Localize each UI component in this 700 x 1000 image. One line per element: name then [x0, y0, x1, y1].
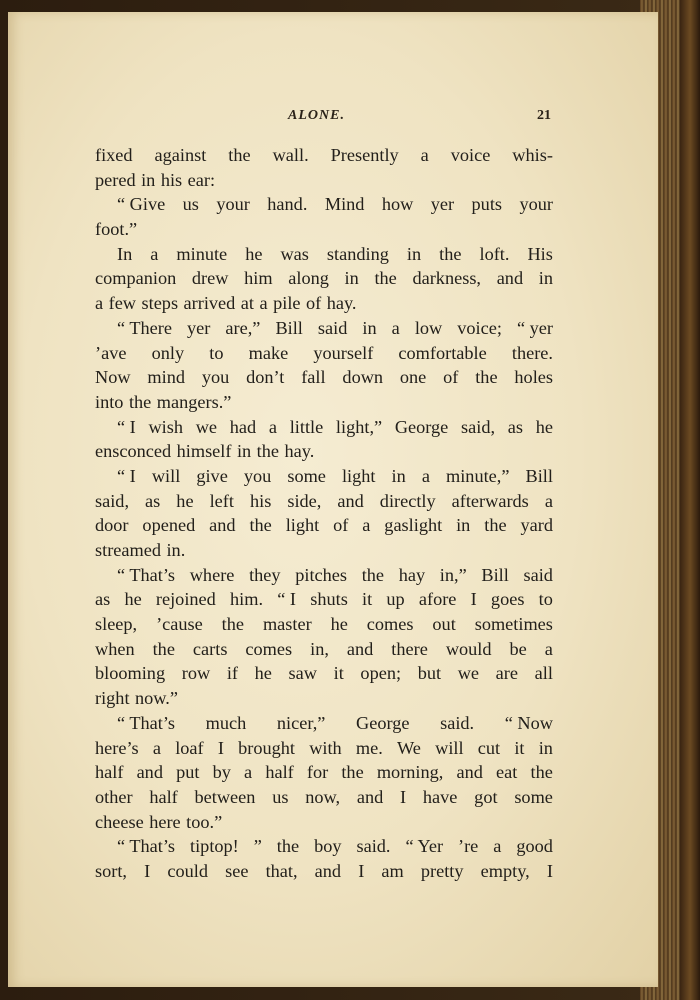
word: pitches [295, 564, 348, 585]
word: him. [230, 589, 264, 610]
word: ’cause [156, 614, 203, 635]
word: could [167, 860, 208, 881]
word: the [249, 515, 272, 536]
word: in [236, 441, 252, 462]
word: in,” [439, 564, 467, 585]
word: all [534, 663, 553, 684]
word: he [124, 589, 142, 610]
word: into [95, 391, 124, 412]
word: darkness, [412, 268, 482, 289]
text-line [95, 587, 553, 612]
word: light [285, 515, 320, 536]
word: to [209, 342, 224, 363]
word: comes [366, 614, 414, 635]
text-line [95, 365, 553, 390]
word: he [245, 243, 263, 264]
word: by [212, 762, 231, 783]
page-number: 21 [537, 108, 551, 123]
word: wall. [272, 145, 309, 165]
word: a [544, 638, 553, 659]
word: and [337, 490, 364, 511]
word: in. [166, 540, 186, 560]
word: puts [471, 194, 503, 215]
word: Bill [275, 317, 303, 338]
text-line [95, 439, 553, 464]
word: was [280, 243, 309, 264]
text-line [95, 834, 553, 859]
word: whis- [512, 145, 553, 165]
word: empty, [480, 860, 530, 881]
text-line [95, 661, 553, 686]
word: morning, [376, 762, 444, 783]
word: in [406, 243, 422, 264]
word: up [386, 589, 405, 610]
word: us [272, 786, 289, 807]
word: cut [477, 737, 501, 758]
word: where [189, 564, 235, 585]
word: a [259, 293, 268, 314]
word: some [514, 786, 553, 807]
word: light,” [335, 416, 383, 437]
word: they [249, 564, 281, 585]
word: a [362, 515, 371, 536]
word: yard [520, 515, 553, 536]
word: some [287, 465, 326, 486]
word: put [176, 762, 200, 783]
word: have [422, 786, 458, 807]
word: holes [514, 367, 553, 388]
word: in [362, 317, 377, 338]
text-line [95, 291, 553, 316]
word: in [538, 268, 553, 289]
word: little [289, 416, 324, 437]
text-line [95, 785, 553, 810]
word: there. [511, 342, 553, 363]
word: ” [253, 836, 262, 857]
word: his [160, 169, 183, 190]
body-text [95, 143, 553, 884]
word: voice; [457, 317, 502, 338]
word: he [535, 416, 553, 437]
word: his [249, 490, 272, 511]
word: door [95, 515, 129, 536]
word: companion [95, 268, 177, 289]
text-line [95, 192, 553, 217]
word: too.” [186, 811, 223, 832]
word: arrived [183, 293, 236, 314]
word: hay [398, 564, 426, 585]
word: “ Now [504, 712, 553, 733]
word: a [95, 293, 104, 314]
word: fixed [95, 145, 133, 165]
word: are [495, 663, 518, 684]
word: side, [287, 490, 322, 511]
word: yer [430, 194, 455, 215]
word: the [361, 564, 385, 585]
word: hand. [267, 194, 308, 215]
word: there [391, 638, 428, 659]
word: half [149, 786, 178, 807]
word: but [417, 663, 442, 684]
word: saw [288, 663, 317, 684]
word: tiptop! [190, 836, 239, 857]
word: George [394, 416, 449, 437]
word: pile [273, 293, 301, 314]
word: a [421, 465, 430, 486]
text-line [95, 168, 553, 193]
word: in [391, 465, 406, 486]
word: voice [450, 145, 491, 165]
word: said. [356, 836, 391, 857]
text-line [95, 217, 553, 242]
word: a [420, 145, 429, 165]
text-line [95, 489, 553, 514]
word: goes [490, 589, 525, 610]
word: it [333, 663, 344, 684]
word: I [217, 737, 224, 758]
word: here [149, 811, 181, 832]
text-line [95, 612, 553, 637]
word: ’re [458, 836, 479, 857]
word: and [314, 860, 342, 881]
text-line [95, 464, 553, 489]
word: gaslight [384, 515, 443, 536]
word: shuts [310, 589, 348, 610]
word: brought [238, 737, 295, 758]
text-line [95, 390, 553, 415]
word: foot.” [95, 219, 138, 240]
text-line [95, 316, 553, 341]
word: the [341, 762, 364, 783]
word: me. [355, 737, 383, 758]
word: left [209, 490, 234, 511]
word: now, [305, 786, 341, 807]
word: got [474, 786, 498, 807]
word: Mind [324, 194, 365, 215]
word: loft. [479, 243, 510, 264]
text-line [95, 711, 553, 736]
word: I [144, 860, 151, 881]
word: one [399, 367, 427, 388]
word: George [356, 712, 410, 733]
word: directly [379, 490, 436, 511]
word: blooming [95, 663, 166, 684]
word: in [456, 515, 471, 536]
word: to [538, 589, 553, 610]
word: nicer,” [276, 712, 326, 733]
word: along [288, 268, 329, 289]
word: am [381, 860, 404, 881]
word: said. [440, 712, 475, 733]
word: few [108, 293, 137, 314]
word: yer [187, 317, 211, 338]
word: master [262, 614, 312, 635]
word: your [519, 194, 553, 215]
word: the [484, 515, 507, 536]
word: In [117, 243, 133, 264]
word: Bill [525, 465, 553, 486]
word: afterwards [451, 490, 529, 511]
word: himself [176, 441, 232, 462]
word: as [95, 589, 111, 610]
word: only [151, 342, 185, 363]
word: as [145, 490, 161, 511]
word: I [470, 589, 477, 610]
text-line [95, 736, 553, 761]
running-title: ALONE. [288, 108, 345, 123]
word: give [196, 465, 228, 486]
word: mind [147, 367, 185, 388]
text-line [95, 810, 553, 835]
word: against [154, 145, 207, 165]
word: you [243, 465, 272, 486]
text-line [95, 341, 553, 366]
word: of [306, 293, 322, 314]
word: pretty [420, 860, 464, 881]
word: minute,” [446, 465, 510, 486]
text-line [95, 686, 553, 711]
text-line [95, 760, 553, 785]
word: as [507, 416, 523, 437]
word: streamed [95, 540, 161, 560]
word: will [435, 737, 464, 758]
word: in [538, 737, 553, 758]
word: Now [95, 367, 131, 388]
word: of [333, 515, 349, 536]
word: half [265, 762, 294, 783]
word: pered [95, 169, 136, 190]
word: We [397, 737, 421, 758]
word: down [342, 367, 384, 388]
text-line [95, 637, 553, 662]
word: right [95, 688, 130, 709]
word: a [268, 416, 277, 437]
word: Bill [481, 564, 509, 585]
word: will [151, 465, 181, 486]
word: how [381, 194, 414, 215]
book-cover-edge [680, 0, 700, 1000]
word: and [496, 268, 524, 289]
text-line [95, 859, 553, 884]
word: drew [191, 268, 229, 289]
word: you [201, 367, 230, 388]
word: comes [245, 638, 293, 659]
word: the [276, 836, 300, 857]
word: other [95, 786, 133, 807]
word: afore [418, 589, 457, 610]
word: fall [301, 367, 326, 388]
word: eat [496, 762, 518, 783]
word: a [150, 243, 159, 264]
word: I [546, 860, 553, 881]
word: I [400, 786, 407, 807]
word: steps [141, 293, 179, 314]
word: “ Yer [405, 836, 444, 857]
word: in [344, 268, 359, 289]
word: “ I [117, 465, 136, 486]
word: out [432, 614, 456, 635]
word: it [514, 737, 525, 758]
word: between [194, 786, 256, 807]
word: sometimes [474, 614, 553, 635]
word: hay. [284, 441, 315, 462]
word: ear: [187, 169, 216, 190]
word: see [225, 860, 249, 881]
word: he [330, 614, 348, 635]
text-line [95, 538, 553, 563]
word: row [181, 663, 211, 684]
text-line [95, 143, 553, 168]
word: “ I [277, 589, 297, 610]
word: be [509, 638, 527, 659]
word: good [516, 836, 553, 857]
word: at [240, 293, 254, 314]
word: ’ave [95, 342, 127, 363]
word: are,” [225, 317, 261, 338]
word: and [346, 638, 374, 659]
word: and [136, 762, 163, 783]
word: here’s [95, 737, 139, 758]
word: in [141, 169, 156, 190]
word: open; [360, 663, 402, 684]
word: mangers.” [156, 391, 232, 412]
word: I [358, 860, 365, 881]
word: said [317, 317, 348, 338]
word: it [362, 589, 373, 610]
word: half [95, 762, 124, 783]
word: “ I [117, 416, 136, 437]
word: said, [95, 490, 130, 511]
word: “ That’s [117, 712, 176, 733]
word: and [209, 515, 236, 536]
word: low [414, 317, 443, 338]
word: much [205, 712, 247, 733]
word: in, [310, 638, 329, 659]
word: “ That’s [117, 564, 176, 585]
text-line [95, 563, 553, 588]
word: for [306, 762, 329, 783]
word: if [226, 663, 238, 684]
word: he [254, 663, 272, 684]
word: the [374, 268, 397, 289]
word: hay. [326, 293, 357, 314]
word: the [475, 367, 498, 388]
text-line [95, 266, 553, 291]
word: standing [326, 243, 389, 264]
word: “ Give [117, 194, 166, 215]
word: he [176, 490, 194, 511]
word: would [445, 638, 492, 659]
word: wish [148, 416, 184, 437]
word: had [229, 416, 257, 437]
word: that, [265, 860, 298, 881]
word: make [248, 342, 289, 363]
word: us [182, 194, 199, 215]
text-line [95, 415, 553, 440]
word: carts [192, 638, 228, 659]
word: the [128, 391, 152, 412]
word: ensconced [95, 441, 172, 462]
word: a [244, 762, 253, 783]
word: the [152, 638, 175, 659]
word: of [443, 367, 459, 388]
word: “ That’s [117, 836, 176, 857]
word: opened [142, 515, 196, 536]
word: a [152, 737, 161, 758]
word: sleep, [95, 614, 138, 635]
word: cheese [95, 811, 144, 832]
word: boy [314, 836, 342, 857]
text-line [95, 513, 553, 538]
word: rejoined [155, 589, 216, 610]
word: him [244, 268, 273, 289]
word: the [530, 762, 553, 783]
word: His [527, 243, 553, 264]
word: light [341, 465, 376, 486]
word: with [309, 737, 342, 758]
word: when [95, 638, 135, 659]
word: said [523, 564, 553, 585]
word: don’t [246, 367, 285, 388]
word: the [439, 243, 462, 264]
word: we [195, 416, 218, 437]
word: now.” [135, 688, 178, 709]
word: your [216, 194, 250, 215]
word: a [391, 317, 400, 338]
text-line [95, 242, 553, 267]
word: and [456, 762, 483, 783]
word: sort, [95, 860, 127, 881]
word: “ yer [516, 317, 553, 338]
word: and [356, 786, 384, 807]
word: we [457, 663, 480, 684]
running-header [95, 108, 553, 128]
word: a [493, 836, 502, 857]
word: a [544, 490, 553, 511]
word: comfortable [398, 342, 487, 363]
word: the [256, 441, 280, 462]
word: loaf [175, 737, 204, 758]
word: the [221, 614, 245, 635]
word: Presently [330, 145, 399, 165]
word: said, [461, 416, 496, 437]
word: yourself [313, 342, 374, 363]
word: minute [176, 243, 228, 264]
word: “ There [117, 317, 172, 338]
word: the [228, 145, 251, 165]
